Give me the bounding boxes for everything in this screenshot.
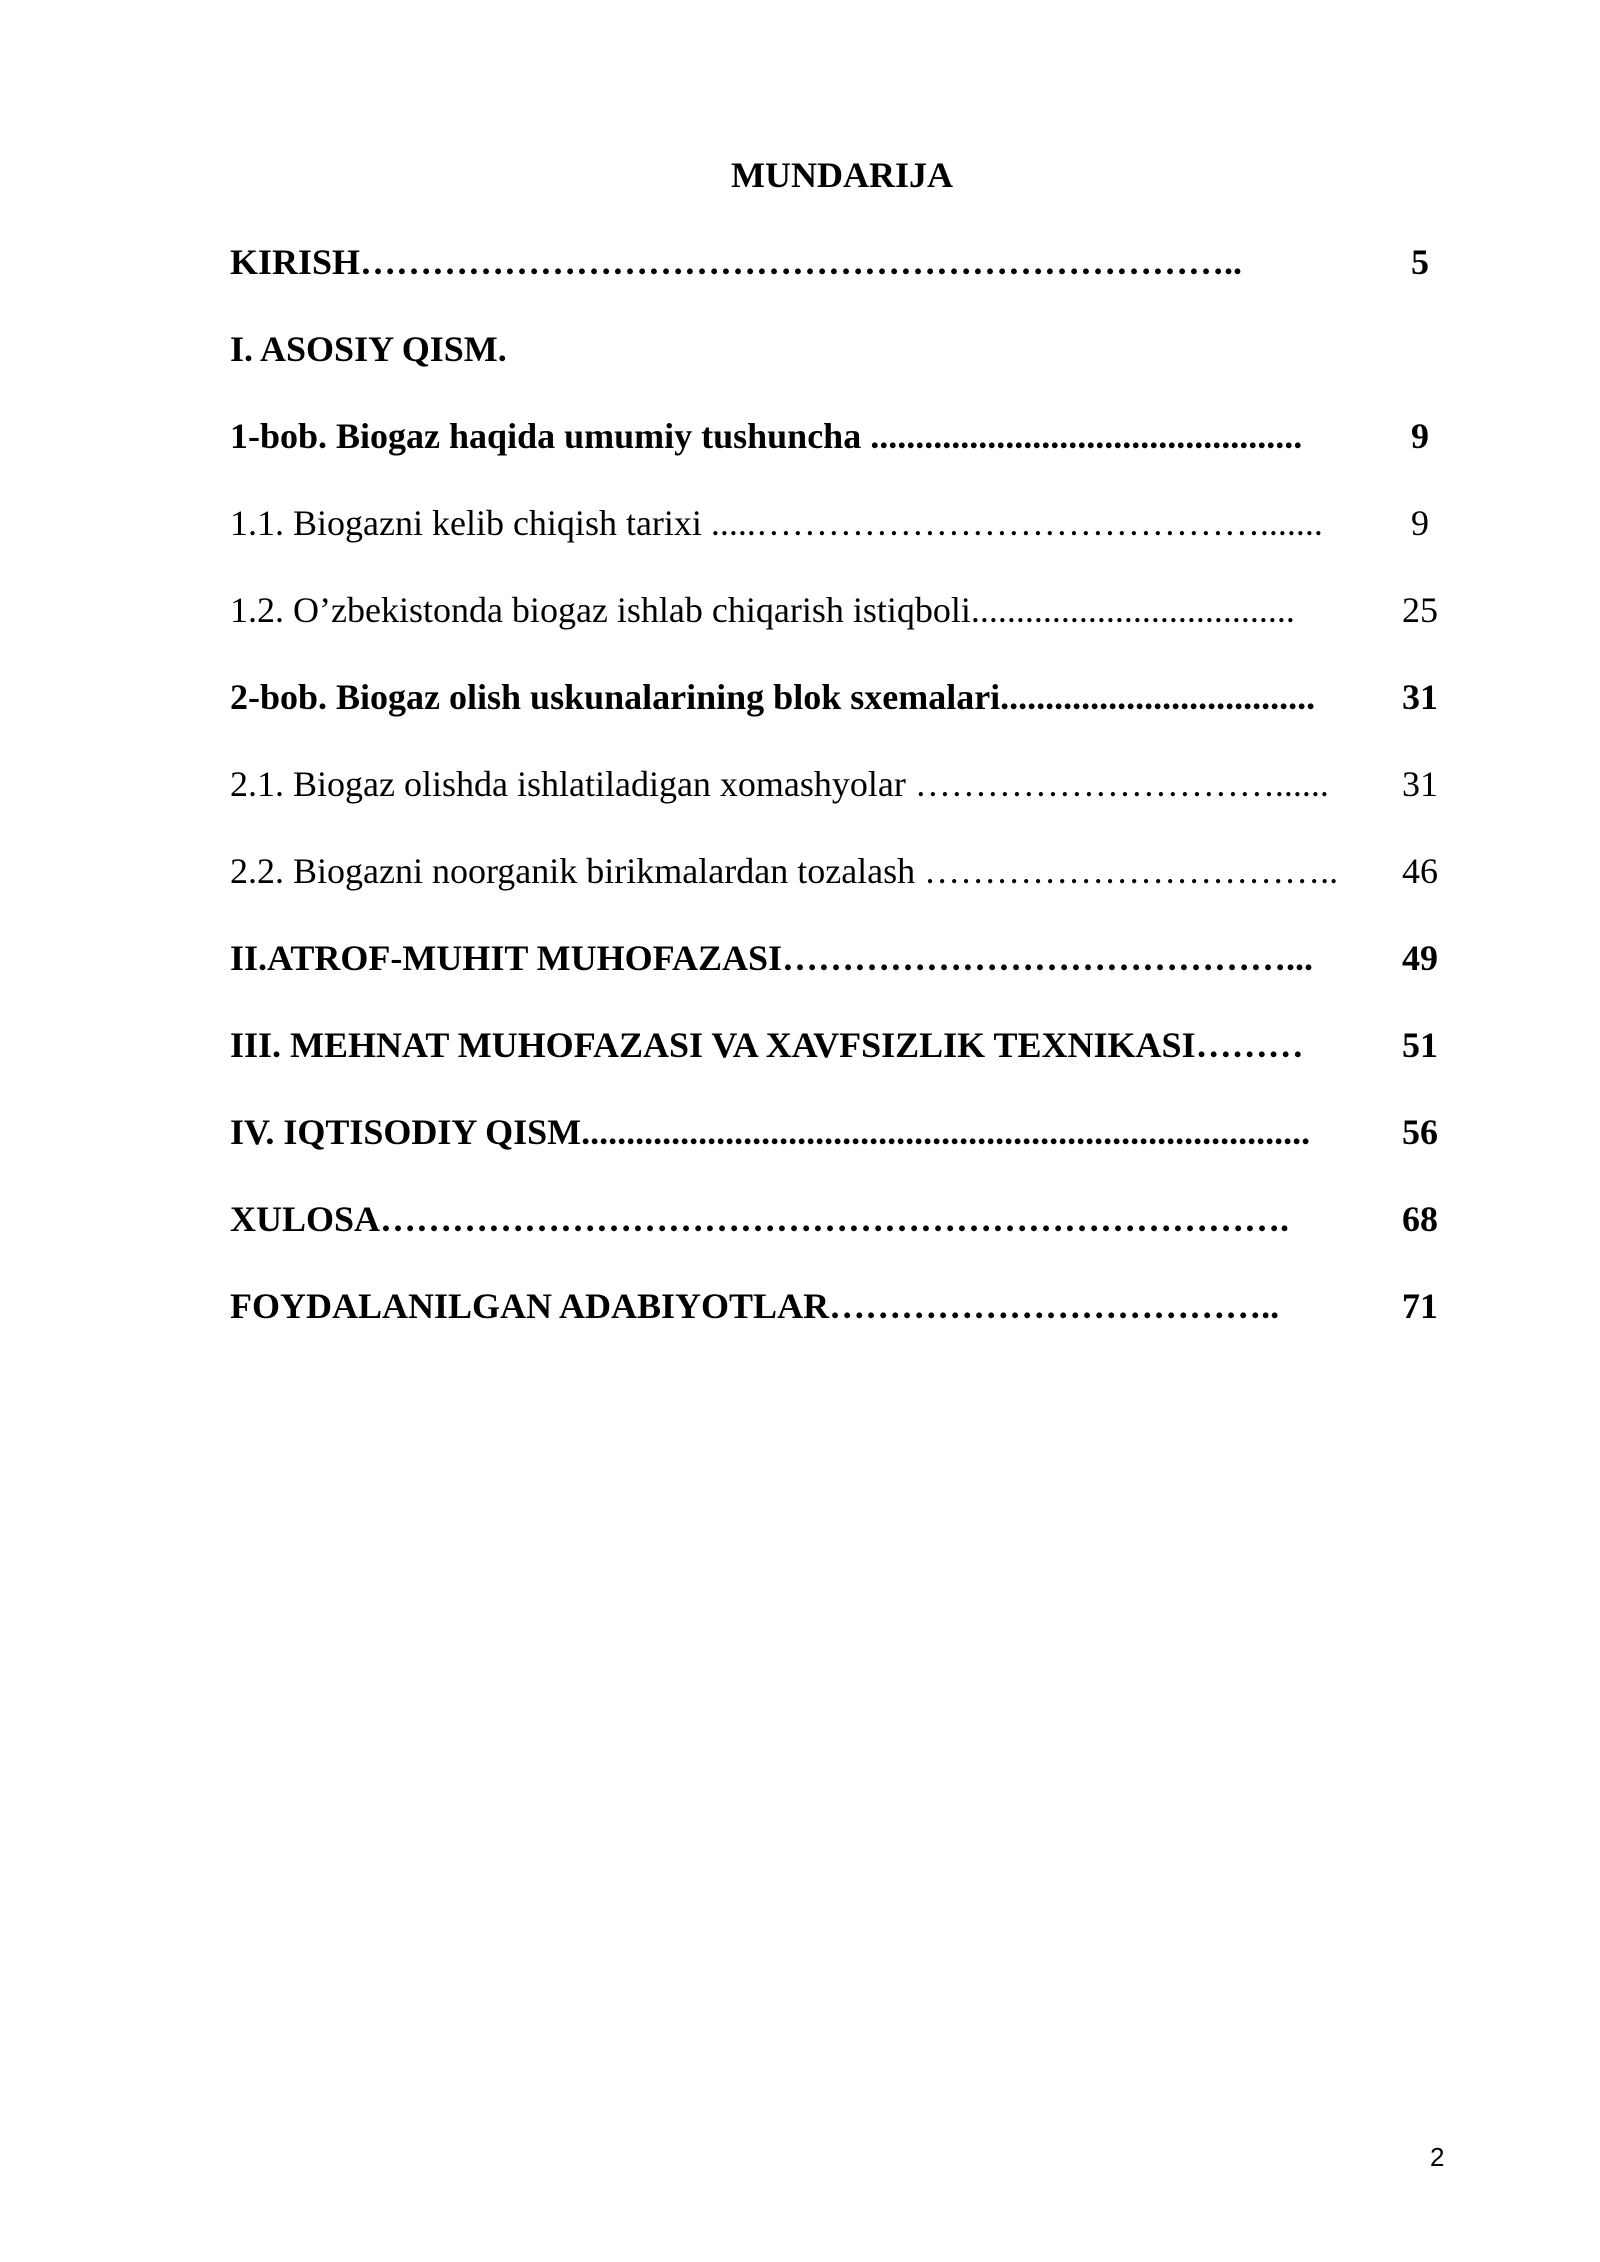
- toc-row[interactable]: [230, 758, 1460, 845]
- toc-row[interactable]: [230, 410, 1460, 497]
- toc-entry-title: XULOSA………………………………………………………………….: [230, 1199, 1290, 1239]
- toc-entry-page: 31: [1402, 764, 1438, 804]
- toc-entry-title: 1.1. Biogazni kelib chiqish tarixi .....…………………………………….......: [230, 503, 1323, 543]
- toc-row[interactable]: [230, 845, 1460, 932]
- page-title: MUNDARIJA: [731, 155, 953, 195]
- toc-entry-page: 9: [1411, 416, 1429, 456]
- toc-entry-page: 25: [1402, 590, 1438, 630]
- toc-entry-title: 2.1. Biogaz olishda ishlatiladigan xomashyolar …………………………......: [230, 764, 1329, 804]
- toc-entry-title: 1.2. O’zbekistonda biogaz ishlab chiqarish istiqboli....................................: [230, 590, 1295, 630]
- toc-entry-page: 31: [1402, 677, 1438, 717]
- toc-entry-title: KIRISH………………………………………………………………..: [230, 242, 1243, 282]
- toc-entry-title: I. ASOSIY QISM.: [230, 329, 507, 369]
- toc-entry-page: 49: [1402, 938, 1438, 978]
- table-of-contents: [230, 236, 1460, 1367]
- toc-entry-title: 2-bob. Biogaz olish uskunalarining blok sxemalari...................................: [230, 677, 1316, 717]
- toc-entry-page: 51: [1402, 1025, 1438, 1065]
- toc-row[interactable]: [230, 932, 1460, 1019]
- toc-row[interactable]: [230, 1106, 1460, 1193]
- toc-entry-title: IV. IQTISODIY QISM.................................................................................: [230, 1112, 1311, 1152]
- toc-row[interactable]: [230, 584, 1460, 671]
- toc-row[interactable]: [230, 497, 1460, 584]
- toc-row[interactable]: [230, 1019, 1460, 1106]
- toc-entry-page: 5: [1411, 242, 1429, 282]
- toc-row[interactable]: [230, 236, 1460, 323]
- toc-entry-title: FOYDALANILGAN ADABIYOTLAR………………………………..: [230, 1286, 1280, 1326]
- toc-entry-page: 46: [1402, 851, 1438, 891]
- toc-entry-page: 56: [1402, 1112, 1438, 1152]
- toc-row[interactable]: [230, 323, 1460, 410]
- toc-entry-page: 71: [1402, 1286, 1438, 1326]
- toc-row[interactable]: [230, 671, 1460, 758]
- toc-entry-title: III. MEHNAT MUHOFAZASI VA XAVFSIZLIK TEXNIKASI………: [230, 1025, 1304, 1065]
- toc-row[interactable]: [230, 1280, 1460, 1367]
- toc-row[interactable]: [230, 1193, 1460, 1280]
- toc-entry-title: 2.2. Biogazni noorganik birikmalardan tozalash ……………………………..: [230, 851, 1339, 891]
- toc-entry-page: 68: [1402, 1199, 1438, 1239]
- toc-entry-title: II.ATROF-MUHIT MUHOFAZASI……………………………………...: [230, 938, 1314, 978]
- page-number: 2: [1430, 2142, 1445, 2172]
- toc-entry-title: 1-bob. Biogaz haqida umumiy tushuncha ................................................: [230, 416, 1303, 456]
- toc-entry-page: 9: [1411, 503, 1429, 543]
